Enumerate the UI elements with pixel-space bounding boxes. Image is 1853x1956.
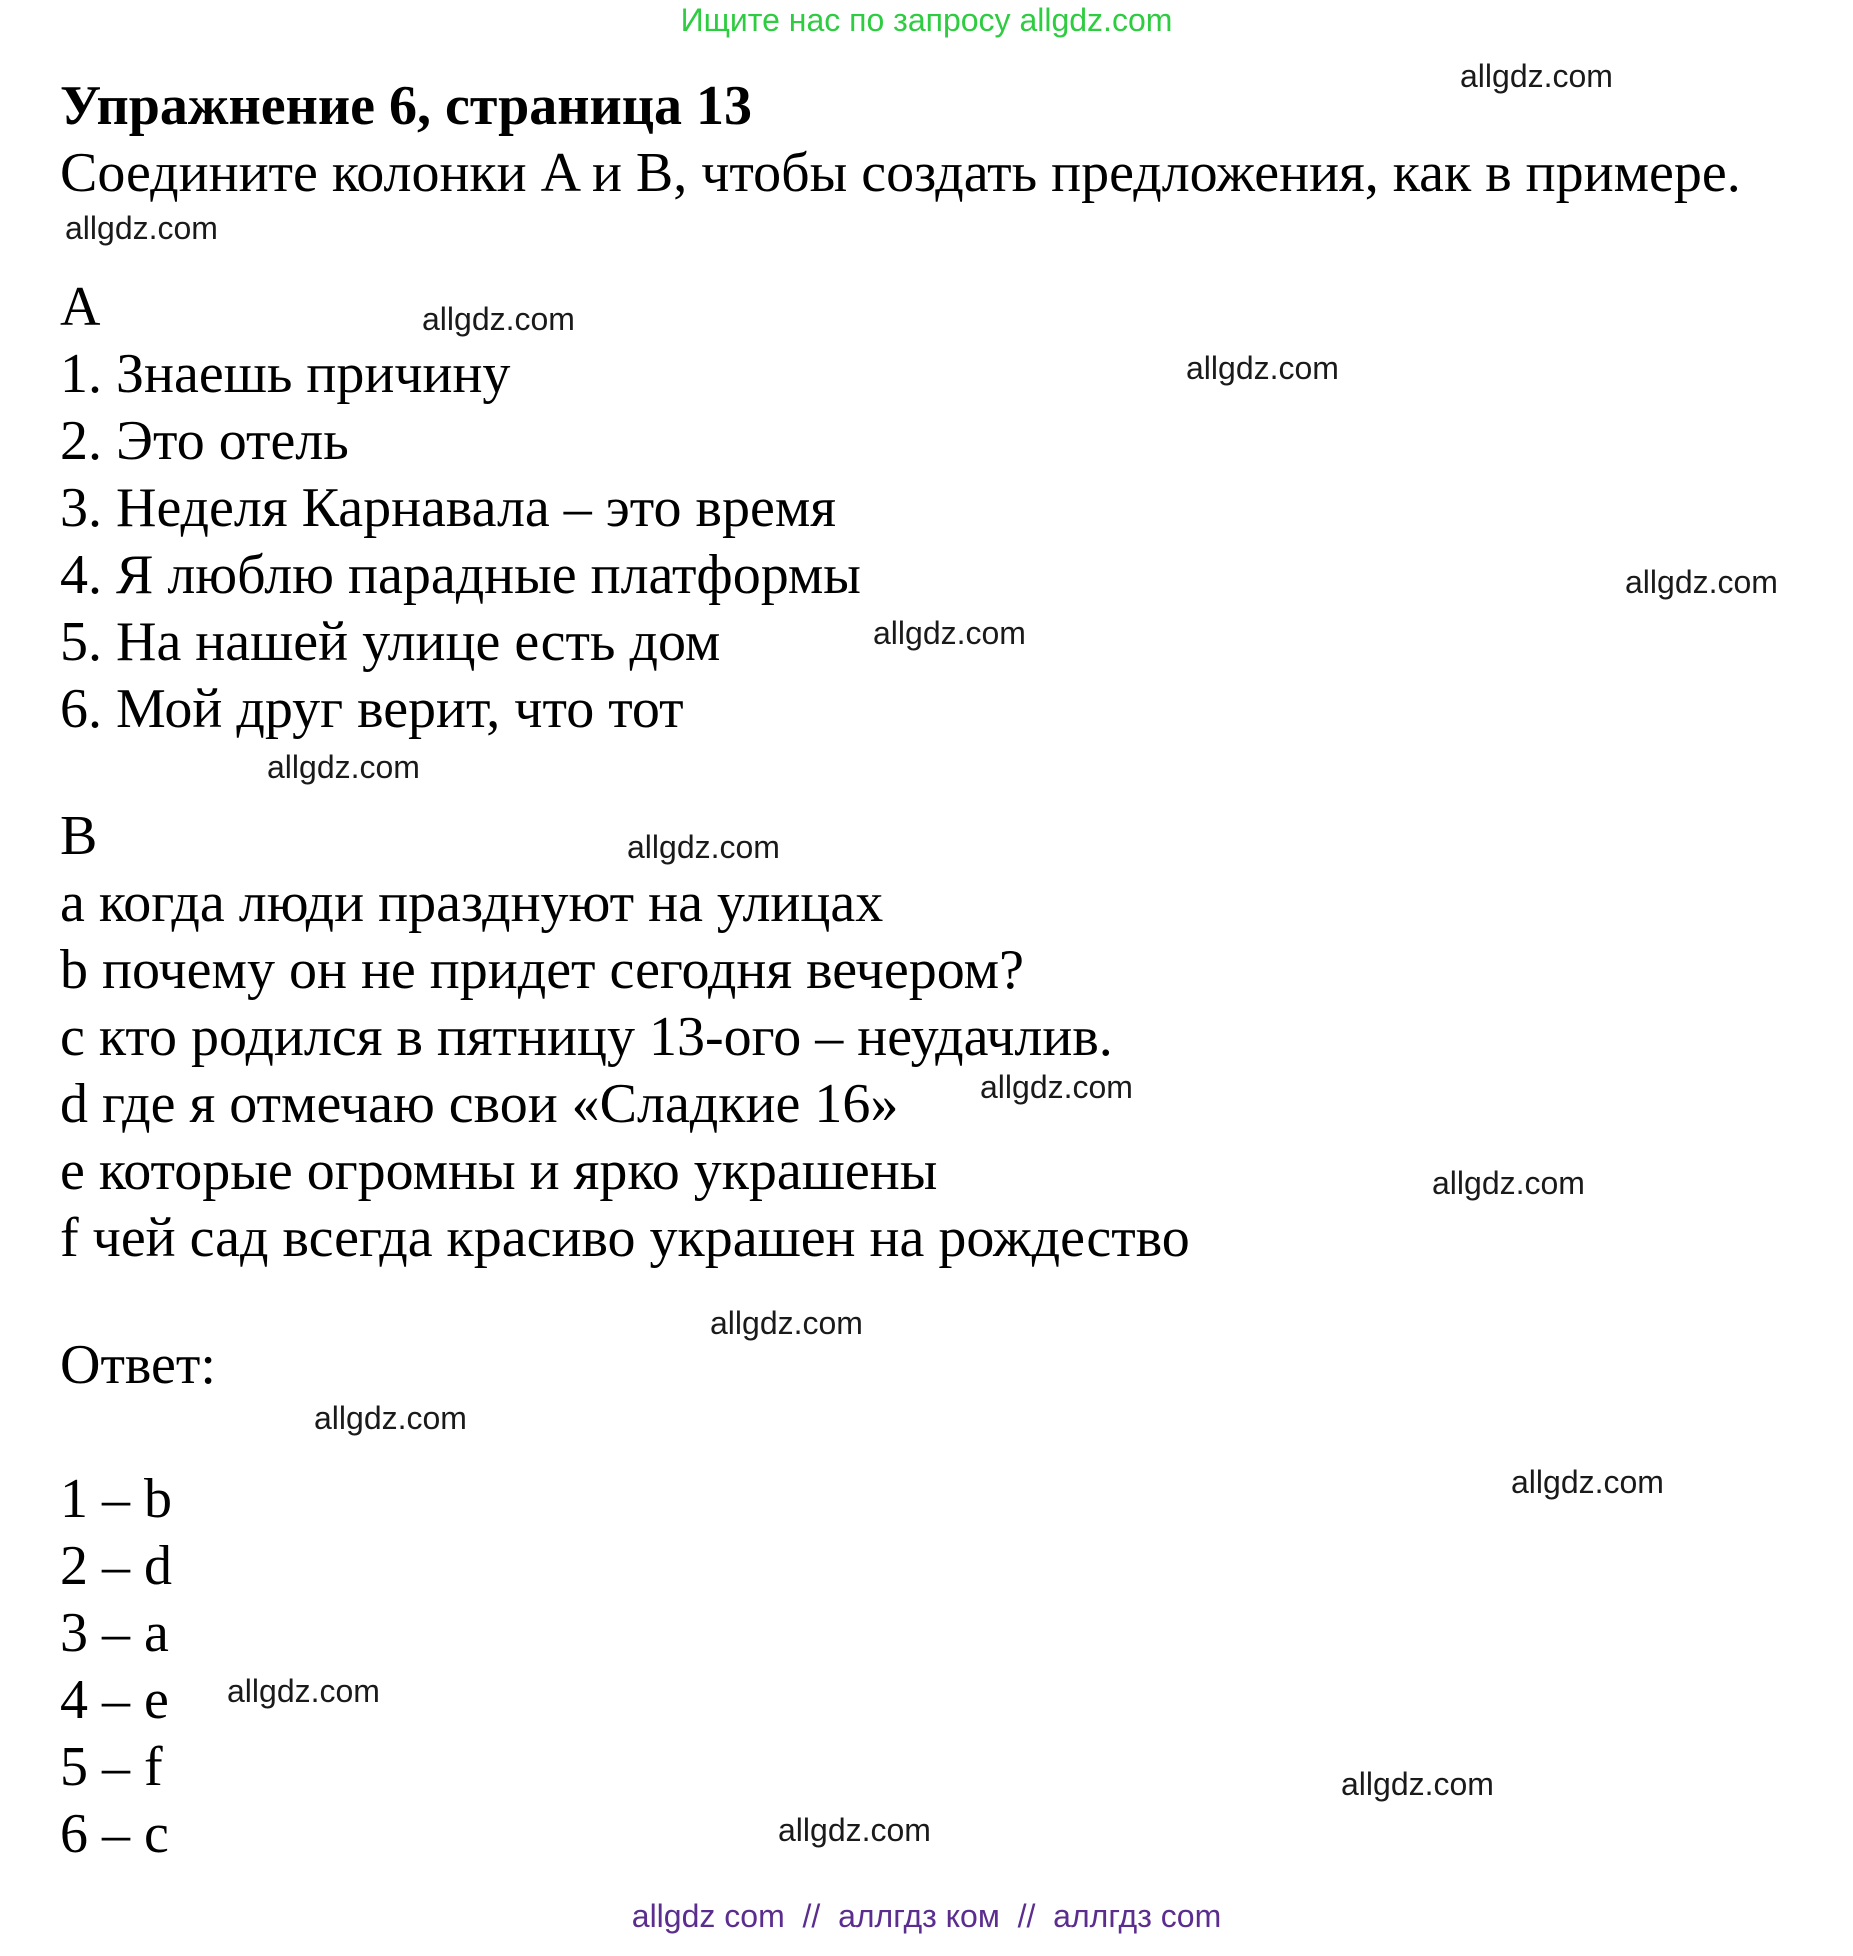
answer-item: 2 – d: [60, 1535, 172, 1597]
watermark: allgdz.com: [267, 749, 420, 785]
watermark: allgdz.com: [873, 615, 1026, 651]
column-a-item: 1. Знаешь причину: [60, 343, 511, 405]
answer-label: Ответ:: [60, 1334, 216, 1396]
watermark: allgdz.com: [227, 1673, 380, 1709]
watermark: allgdz.com: [1432, 1165, 1585, 1201]
column-b-item: d где я отмечаю свои «Сладкие 16»: [60, 1073, 899, 1135]
watermark: allgdz.com: [710, 1305, 863, 1341]
column-a-item: 5. На нашей улице есть дом: [60, 611, 721, 673]
column-a-item: 3. Неделя Карнавала – это время: [60, 477, 837, 539]
column-b-label: B: [60, 805, 98, 867]
column-b-item: c кто родился в пятницу 13-ого – неудачлив.: [60, 1006, 1113, 1068]
column-b-item: e которые огромны и ярко украшены: [60, 1140, 938, 1202]
answer-item: 1 – b: [60, 1468, 172, 1530]
watermark: allgdz.com: [1460, 58, 1613, 94]
watermark: allgdz.com: [778, 1812, 931, 1848]
exercise-document: [60, 73, 1840, 1868]
answer-item: 3 – a: [60, 1602, 169, 1664]
column-b-item: b почему он не придет сегодня вечером?: [60, 939, 1024, 1001]
column-b-item: f чей сад всегда красиво украшен на рождество: [60, 1207, 1190, 1269]
top-banner: Ищите нас по запросу allgdz.com: [680, 2, 1173, 38]
column-b-item: a когда люди празднуют на улицах: [60, 872, 884, 934]
watermark: allgdz.com: [980, 1069, 1133, 1105]
answer-item: 6 – c: [60, 1803, 169, 1865]
watermark: allgdz.com: [314, 1400, 467, 1436]
column-a-label: A: [60, 276, 101, 338]
watermark: allgdz.com: [1341, 1766, 1494, 1802]
column-a-item: 4. Я люблю парадные платформы: [60, 544, 861, 606]
answer-item: 5 – f: [60, 1736, 163, 1798]
footer-watermark: allgdz com // аллгдз ком // аллгдз com: [631, 1898, 1222, 1934]
watermark: allgdz.com: [1625, 564, 1778, 600]
watermark: allgdz.com: [422, 301, 575, 337]
watermark: allgdz.com: [65, 210, 218, 246]
answer-list: [60, 1466, 1840, 1868]
watermark: allgdz.com: [1186, 350, 1339, 386]
answer-item: 4 – e: [60, 1669, 169, 1731]
watermark: allgdz.com: [1511, 1464, 1664, 1500]
column-a-item: 2. Это отель: [60, 410, 349, 472]
exercise-title: Упражнение 6, страница 13: [60, 75, 753, 137]
watermark: allgdz.com: [627, 829, 780, 865]
exercise-instruction: Соедините колонки A и B, чтобы создать предложения, как в примере.: [60, 142, 1741, 204]
column-a-item: 6. Мой друг верит, что тот: [60, 678, 684, 740]
column-a-list: [60, 341, 1840, 743]
column-b-list: [60, 870, 1840, 1272]
